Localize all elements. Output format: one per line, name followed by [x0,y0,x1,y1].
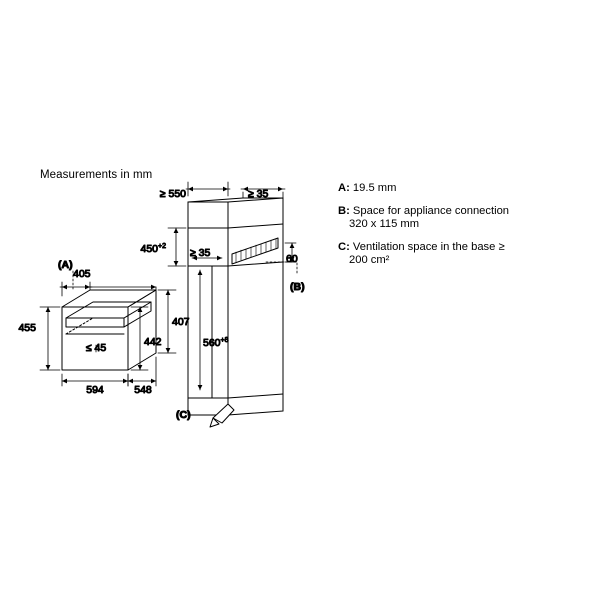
label-a: (A) [58,259,73,271]
legend-key-b: B: [338,204,350,217]
dim-455-label: 455 [18,322,36,334]
cabinet-side-face [228,198,283,415]
dim-560-label: $560^{+8}$ [203,337,229,349]
dim-455 [40,307,60,370]
legend-text-b-2: 320 x 115 mm [349,218,420,230]
appliance-handle [66,318,124,327]
appliance-slot [232,238,278,264]
dim-548-label: 548 [134,384,152,396]
label-b: (B) [290,281,305,293]
dim-550-label: ≥ 550 [159,188,186,200]
page-title: Measurements in mm [40,169,153,181]
label-c: (C) [176,409,191,421]
dim-407-label: 407 [172,316,190,328]
cabinet-top-face [228,198,283,218]
legend-key-c: C: [338,240,350,253]
niche-opening-top [188,224,283,228]
dim-45-label: ≤ 45 [85,342,107,354]
dim-594-label: 594 [86,384,104,396]
dim-450-label: $450^{+2}$ [140,243,166,255]
appliance-handle-top [66,302,151,318]
dim-60-label: 60 [286,253,298,265]
legend-text-b: Space for appliance connection [352,204,510,217]
legend-text-a: 19.5 mm [352,182,397,194]
legend-key-a: A: [338,182,350,194]
dim-442-label: 442 [144,336,162,348]
niche-base-top [188,394,283,398]
appliance-left-view [62,290,156,370]
dim-450 [168,228,186,266]
legend-text-c-2: 200 cm² [349,254,390,266]
legend-text-c: Ventilation space in the base ≥ [352,240,505,253]
dim-405 [60,282,156,296]
appliance-front-face [62,307,128,370]
dim-405-label: 405 [73,268,91,280]
appliance-door-seam-edge [66,318,93,334]
dim-560 [198,270,203,390]
dim-35-top-label: ≥ 35 [248,188,269,200]
dim-35-mid-label: ≥ 35 [190,247,211,259]
niche-cabinet [188,198,283,415]
dim-550 [186,182,230,196]
